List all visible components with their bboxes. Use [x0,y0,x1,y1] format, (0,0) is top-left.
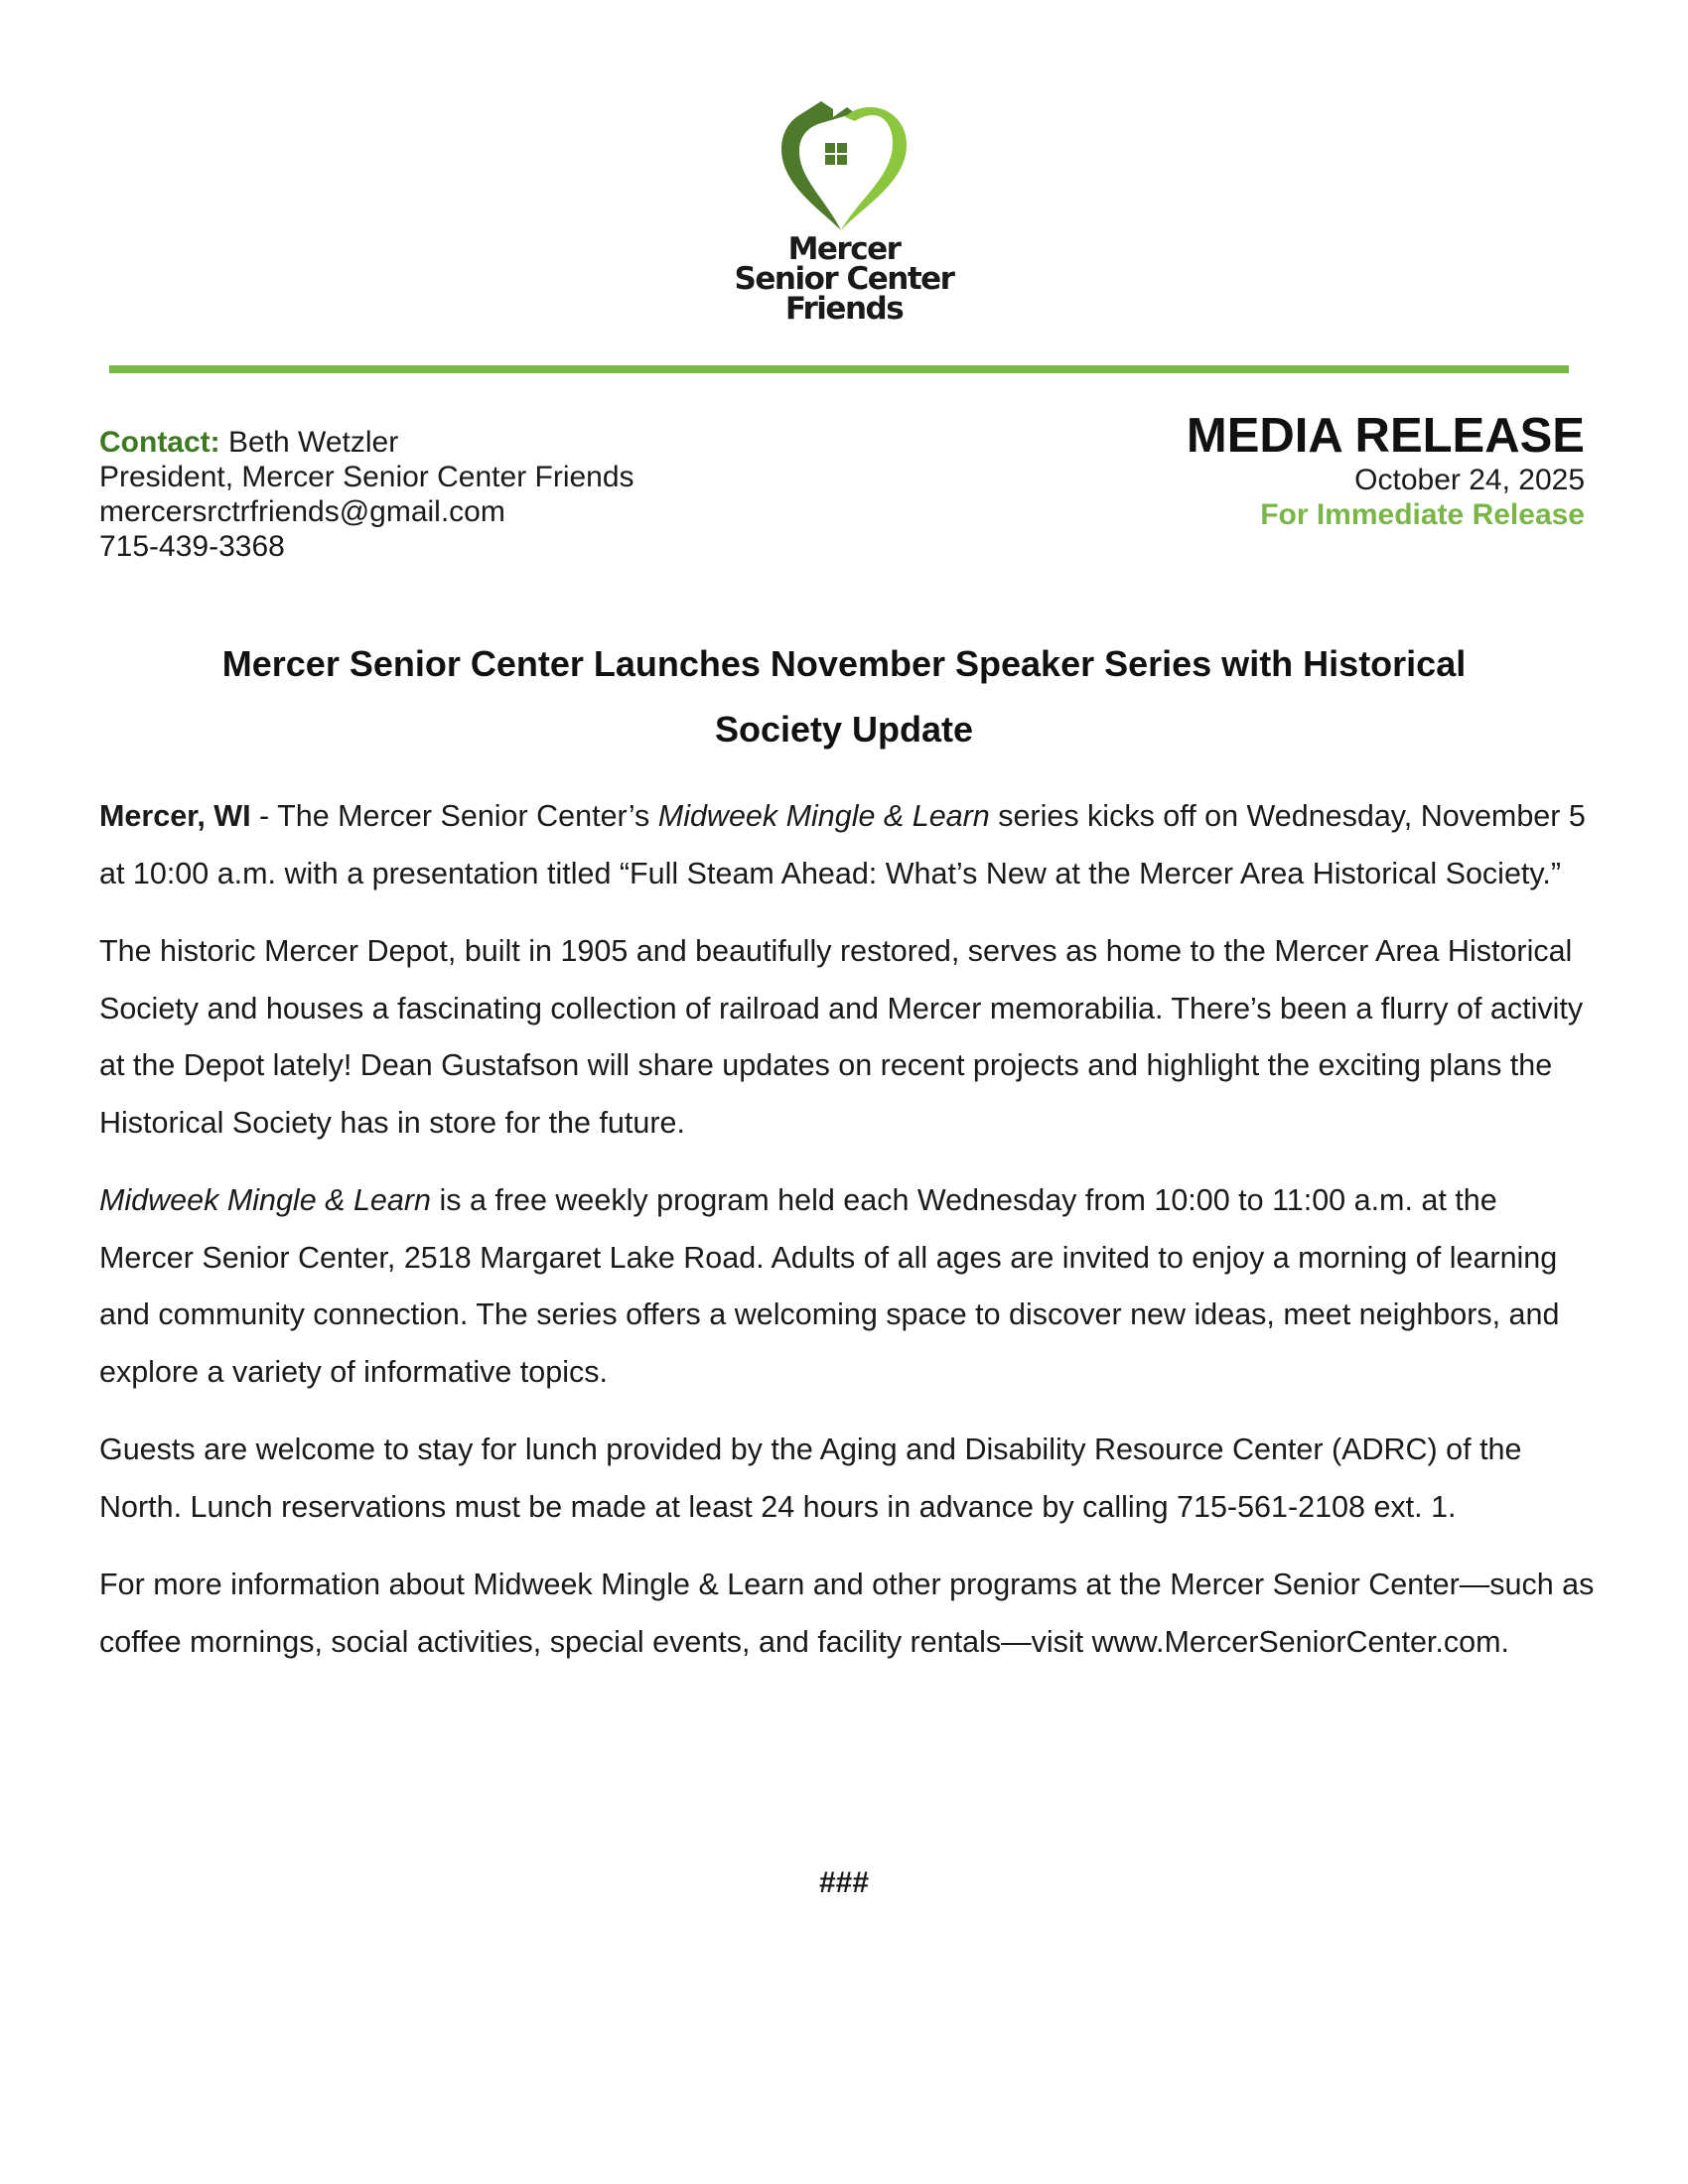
contact-phone: 715-439-3368 [99,530,285,563]
header-divider [109,365,1569,373]
contact-email[interactable]: mercersrctrfriends@gmail.com [99,495,505,528]
paragraph-1-rest: series kicks off on Wednesday, November 5 at 10:00 a.m. with a presentation titled “Full Steam Ahead: What’s New at the Mercer Area Historical Society.” [99,799,1586,890]
heart-house-icon [760,99,928,238]
organization-logo [695,99,993,328]
paragraph-2: The historic Mercer Depot, built in 1905 and beautifully restored, serves as home to the Mercer Area Historical Society and houses a fascinating collection of railroad and Mercer memorabilia. There’s been a flurry of activity at the Depot lately! Dean Gustafson will share updates on recent projects and highlight the exciting plans the Historical Society has in store for the future. [99,934,1584,1140]
paragraph-4: Guests are welcome to stay for lunch provided by the Aging and Disability Resource Center (ADRC) of the North. Lunch reservations must be made at least 24 hours in advance by calling 715-561-2108 ext. 1. [99,1433,1522,1524]
logo-line-1: Mercer [787,231,901,267]
logo-line-3: Friends [784,291,904,327]
release-title: MEDIA RELEASE [1186,409,1585,463]
dateline: Mercer, WI [99,799,251,833]
paragraph-3-rest: is a free weekly program held each Wednesday from 10:00 to 11:00 a.m. at the Mercer Senior Center, 2518 Margaret Lake Road. Adults of all ages are invited to enjoy a morning of learning and community connection. The series offers a welcoming space to discover new ideas, meet neighbors, and explore a variety of informative topics. [99,1183,1560,1389]
article-body [99,788,1599,1692]
contact-label: Contact: [99,426,220,459]
series-name: Midweek Mingle & Learn [657,799,990,833]
paragraph-5: For more information about Midweek Mingle & Learn and other programs at the Mercer Senior Center—such as coffee mornings, social activities, special events, and facility rentals—visit www.MercerSeniorCenter.com. [99,1568,1595,1659]
paragraph-1-intro: - The Mercer Senior Center’s [250,799,658,833]
headline-line-2: Society Update [714,709,974,750]
contact-title: President, Mercer Senior Center Friends [99,461,634,493]
series-name-2: Midweek Mingle & Learn [99,1183,431,1217]
logo-line-2: Senior Center [734,261,954,297]
headline [139,631,1549,762]
logo-wordmark [695,231,993,327]
release-date: October 24, 2025 [1354,464,1585,496]
paragraph-3 [99,1172,1599,1401]
end-mark: ### [818,1866,870,1899]
release-block [1187,409,1585,532]
release-note: For Immediate Release [1260,498,1585,531]
contact-block [99,425,634,564]
contact-name-line [99,425,634,460]
headline-line-1: Mercer Senior Center Launches November Speaker Series with Historical [221,643,1467,684]
paragraph-1 [99,788,1599,902]
contact-name: Beth Wetzler [228,426,399,459]
